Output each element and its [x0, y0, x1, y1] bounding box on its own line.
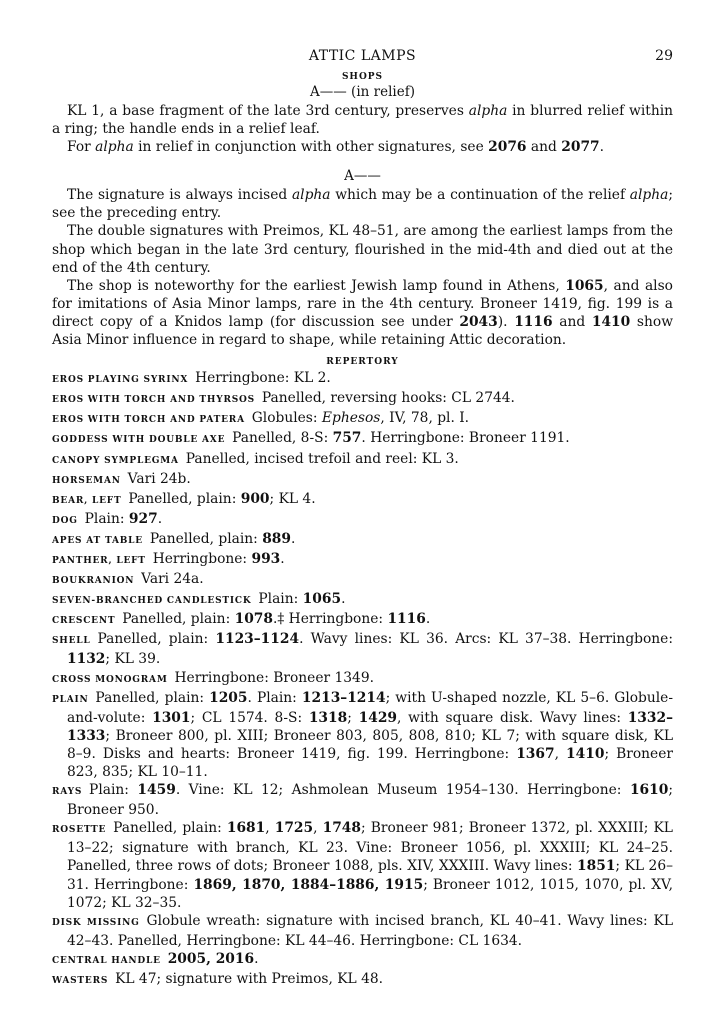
repertory-text: Panelled, plain: 889. [149, 530, 296, 547]
repertory-entry [52, 490, 673, 510]
repertory-text: 2005, 2016. [167, 950, 259, 967]
repertory-entry [52, 689, 673, 781]
repertory-text: Panelled, incised trefoil and reel: KL 3. [185, 450, 459, 467]
repertory-text: Plain: 1065. [258, 591, 346, 608]
repertory-term: PANTHER, LEFT [52, 555, 146, 566]
repertory-text: Plain: 1459. Vine: KL 12; Ashmolean Museum 1954–130. Herringbone: 1610; Broneer 950. [67, 782, 673, 819]
section-alpha-incised [52, 168, 673, 349]
repertory-text: KL 47; signature with Preimos, KL 48. [115, 971, 384, 988]
repertory-term: CANOPY SYMPLEGMA [52, 455, 179, 466]
repertory-entry [52, 950, 673, 970]
paragraph: The shop is noteworthy for the earliest Jewish lamp found in Athens, 1065, and also for imitations of Asia Minor lamps, rare in the 4th century. Broneer 1419, fig. 199 is a direct copy of a Knidos lamp (for discussion see under 2043). 1116 and 1410 show Asia Minor influence in regard to shape, while retaining Attic decoration. [52, 277, 674, 349]
repertory-term: DOG [52, 515, 78, 526]
repertory-entry [52, 570, 673, 590]
repertory-term: SEVEN-BRANCHED CANDLESTICK [52, 596, 252, 607]
repertory-term: CENTRAL HANDLE [52, 955, 161, 966]
repertory-entry [52, 530, 673, 550]
repertory-entry [52, 781, 673, 819]
repertory-text: Panelled, 8-S: 757. Herringbone: Broneer 1191. [232, 430, 570, 447]
paragraph: KL 1, a base fragment of the late 3rd century, preserves alpha in blurred relief within a ring; the handle ends in a relief leaf. [52, 103, 674, 138]
repertory-entry [52, 610, 673, 630]
repertory-text: Herringbone: 993. [152, 550, 285, 567]
repertory-entry [52, 369, 673, 389]
repertory-entry [52, 510, 673, 530]
paragraph: For alpha in relief in conjunction with other signatures, see 2076 and 2077. [67, 139, 605, 156]
repertory-entry [52, 550, 673, 570]
repertory-term: DISK MISSING [52, 917, 140, 928]
repertory-entry [52, 912, 673, 950]
repertory-term: ROSETTE [52, 825, 107, 836]
document-page [52, 48, 673, 990]
repertory-entry [52, 819, 673, 911]
repertory-text: Vari 24a. [141, 571, 204, 588]
repertory-term: RAYS [52, 787, 83, 798]
page-number: 29 [655, 48, 673, 64]
repertory-entry [52, 630, 673, 668]
repertory-term: EROS PLAYING SYRINX [52, 375, 189, 386]
repertory-entry [52, 970, 673, 990]
repertory-term: HORSEMAN [52, 475, 121, 486]
repertory-entry [52, 389, 673, 409]
repertory-term: GODDESS WITH DOUBLE AXE [52, 435, 226, 446]
repertory-term: CRESCENT [52, 616, 116, 627]
repertory-text: Globule wreath: signature with incised branch, KL 40–41. Wavy lines: KL 42–43. Panelled, Herringbone: KL 44–46. Herringbone: CL 1634. [67, 912, 673, 949]
running-header [52, 48, 673, 70]
repertory-text: Panelled, plain: 1078.‡ Herringbone: 1116. [122, 611, 431, 628]
repertory-text: Plain: 927. [84, 510, 163, 527]
section-subheading: A—— [344, 168, 381, 185]
repertory-text: Panelled, plain: 1681, 1725, 1748; Broneer 981; Broneer 1372, pl. XXXIII; KL 13–22; signature with branch, KL 23. Vine: Broneer 1056, pl. XXXIII; KL 24–25. Panelled, three rows of dots; Broneer 1088, pls. XIV, XXXIII. Wavy lines: 1851; KL 26–31. Herringbone: 1869, 1870, 1884–1886, 1915; Broneer 1012, 1015, 1070, pl. XV, 1072; KL 32–35. [67, 820, 673, 911]
repertory-term: WASTERS [52, 976, 109, 987]
repertory-term: EROS WITH TORCH AND PATERA [52, 415, 245, 426]
repertory-entry [52, 429, 673, 449]
shops-heading: SHOPS [341, 72, 384, 82]
repertory-term: CROSS MONOGRAM [52, 674, 168, 685]
repertory-list [52, 369, 673, 990]
repertory-entry [52, 669, 673, 689]
repertory-term: PLAIN [52, 694, 89, 705]
paragraph: The signature is always incised alpha which may be a continuation of the relief alpha; see the preceding entry. [52, 187, 673, 222]
running-title: ATTIC LAMPS [308, 48, 417, 64]
repertory-text: Panelled, reversing hooks: CL 2744. [261, 390, 515, 407]
repertory-term: APES AT TABLE [52, 535, 143, 546]
repertory-entry [52, 409, 673, 429]
section-alpha-relief [52, 84, 673, 156]
repertory-term: BOUKRANION [52, 576, 135, 587]
repertory-section [52, 357, 673, 990]
repertory-text: Herringbone: Broneer 1349. [174, 669, 374, 686]
repertory-text: Herringbone: KL 2. [195, 370, 331, 387]
repertory-term: SHELL [52, 636, 91, 647]
paragraph: The double signatures with Preimos, KL 48–51, are among the earliest lamps from the shop which began in the late 3rd century, flourished in the mid-4th and died out at the end of the 4th century. [52, 223, 673, 276]
repertory-term: BEAR, LEFT [52, 495, 122, 506]
repertory-entry [52, 590, 673, 610]
repertory-text: Vari 24b. [127, 470, 191, 487]
repertory-text: Panelled, plain: 1123–1124. Wavy lines: KL 36. Arcs: KL 37–38. Herringbone: 1132; KL 39. [67, 631, 673, 668]
repertory-heading: REPERTORY [326, 357, 399, 368]
repertory-text: Panelled, plain: 900; KL 4. [128, 490, 316, 507]
repertory-text: Panelled, plain: 1205. Plain: 1213–1214; with U-shaped nozzle, KL 5–6. Globule-and-volute: 1301; CL 1574. 8-S: 1318; 1429, with square disk. Wavy lines: 1332–1333; Broneer 800, pl. XIII; Broneer 803, 805, 808, 810; KL 7; with square disk, KL 8–9. Disks and hearts: Broneer 1419, fig. 199. Herringbone: 1367, 1410; Broneer 823, 835; KL 10–11. [67, 689, 674, 780]
repertory-term: EROS WITH TORCH AND THYRSOS [52, 395, 255, 406]
repertory-entry [52, 450, 673, 470]
section-subheading: A—— (in relief) [310, 84, 415, 100]
repertory-entry [52, 470, 673, 490]
repertory-text: Globules: Ephesos, IV, 78, pl. I. [251, 410, 470, 427]
